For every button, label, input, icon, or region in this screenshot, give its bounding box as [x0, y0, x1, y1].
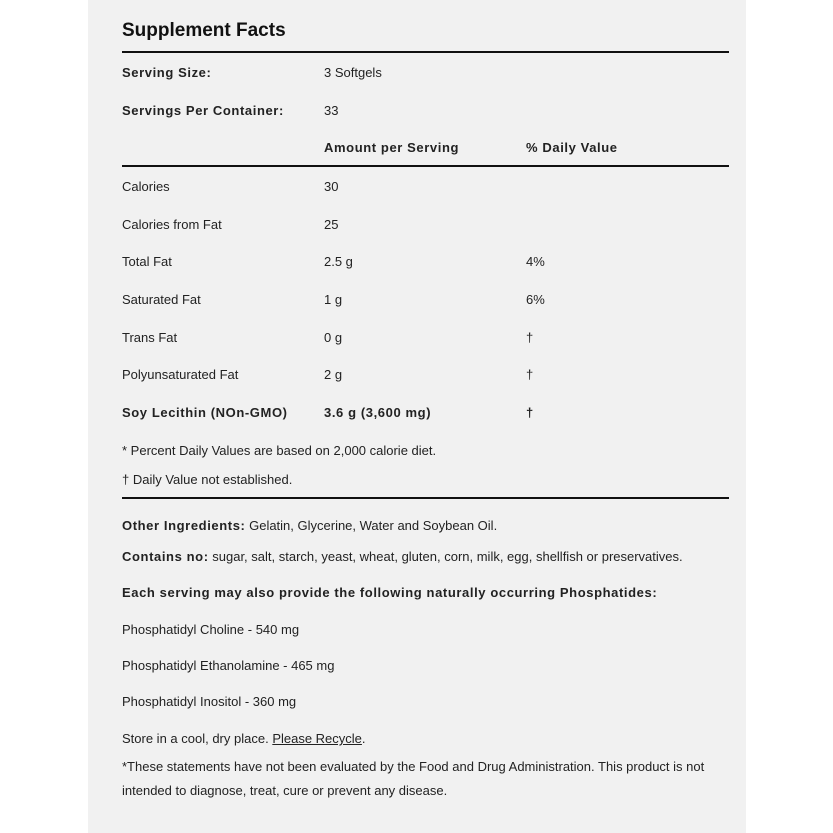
amount-column-header: Amount per Serving — [324, 140, 460, 155]
nutrient-name: Calories from Fat — [122, 217, 222, 232]
nutrient-daily-value: † — [526, 405, 534, 420]
phosphatide-item: Phosphatidyl Ethanolamine - 465 mg — [122, 658, 335, 673]
nutrient-name: Polyunsaturated Fat — [122, 367, 239, 382]
serving-size-value: 3 Softgels — [324, 65, 382, 80]
nutrient-amount: 2 g — [324, 367, 343, 382]
header-divider — [122, 165, 729, 167]
nutrient-name: Trans Fat — [122, 330, 178, 345]
nutrient-daily-value: † — [526, 330, 534, 345]
storage-text: Store in a cool, dry place. — [122, 731, 273, 746]
servings-per-container-value: 33 — [324, 103, 339, 118]
footnote-divider — [122, 497, 729, 499]
nutrient-name: Total Fat — [122, 254, 172, 269]
daily-value-column-header: % Daily Value — [526, 140, 618, 155]
nutrient-daily-value: † — [526, 367, 534, 382]
disclaimer-line-2: intended to diagnose, treat, cure or prevent any disease. — [122, 783, 448, 798]
recycle-link[interactable]: Please Recycle — [272, 731, 362, 746]
nutrient-daily-value: 6% — [526, 292, 545, 307]
nutrient-amount: 30 — [324, 179, 339, 194]
other-ingredients-text: Gelatin, Glycerine, Water and Soybean Oil. — [245, 518, 498, 533]
nutrient-name: Calories — [122, 179, 170, 194]
panel-title: Supplement Facts — [122, 20, 286, 41]
other-ingredients — [122, 518, 497, 533]
phosphatide-item: Phosphatidyl Choline - 540 mg — [122, 622, 300, 637]
phosphatides-heading: Each serving may also provide the following naturally occurring Phosphatides: — [122, 585, 658, 600]
contains-no — [122, 549, 683, 564]
dv-basis-note: * Percent Daily Values are based on 2,000 calorie diet. — [122, 443, 437, 458]
supplement-facts-panel — [88, 0, 746, 833]
disclaimer-line-1: *These statements have not been evaluated by the Food and Drug Administration. This product is not — [122, 759, 705, 774]
nutrient-amount: 25 — [324, 217, 339, 232]
nutrient-name: Soy Lecithin (NOn-GMO) — [122, 405, 288, 420]
serving-size-label: Serving Size: — [122, 65, 212, 80]
contains-no-text: sugar, salt, starch, yeast, wheat, gluten, corn, milk, egg, shellfish or preservatives. — [208, 549, 683, 564]
nutrient-amount: 1 g — [324, 292, 343, 307]
nutrient-amount: 0 g — [324, 330, 343, 345]
title-divider — [122, 51, 729, 53]
nutrient-daily-value: 4% — [526, 254, 545, 269]
contains-no-label: Contains no: — [122, 549, 209, 564]
dv-not-established-note: † Daily Value not established. — [122, 472, 293, 487]
storage-note — [122, 731, 366, 746]
servings-per-container-label: Servings Per Container: — [122, 103, 284, 118]
phosphatide-item: Phosphatidyl Inositol - 360 mg — [122, 694, 297, 709]
nutrient-amount: 2.5 g — [324, 254, 353, 269]
nutrient-name: Saturated Fat — [122, 292, 201, 307]
storage-end: . — [361, 731, 366, 746]
nutrient-amount: 3.6 g (3,600 mg) — [324, 405, 432, 420]
other-ingredients-label: Other Ingredients: — [122, 518, 246, 533]
